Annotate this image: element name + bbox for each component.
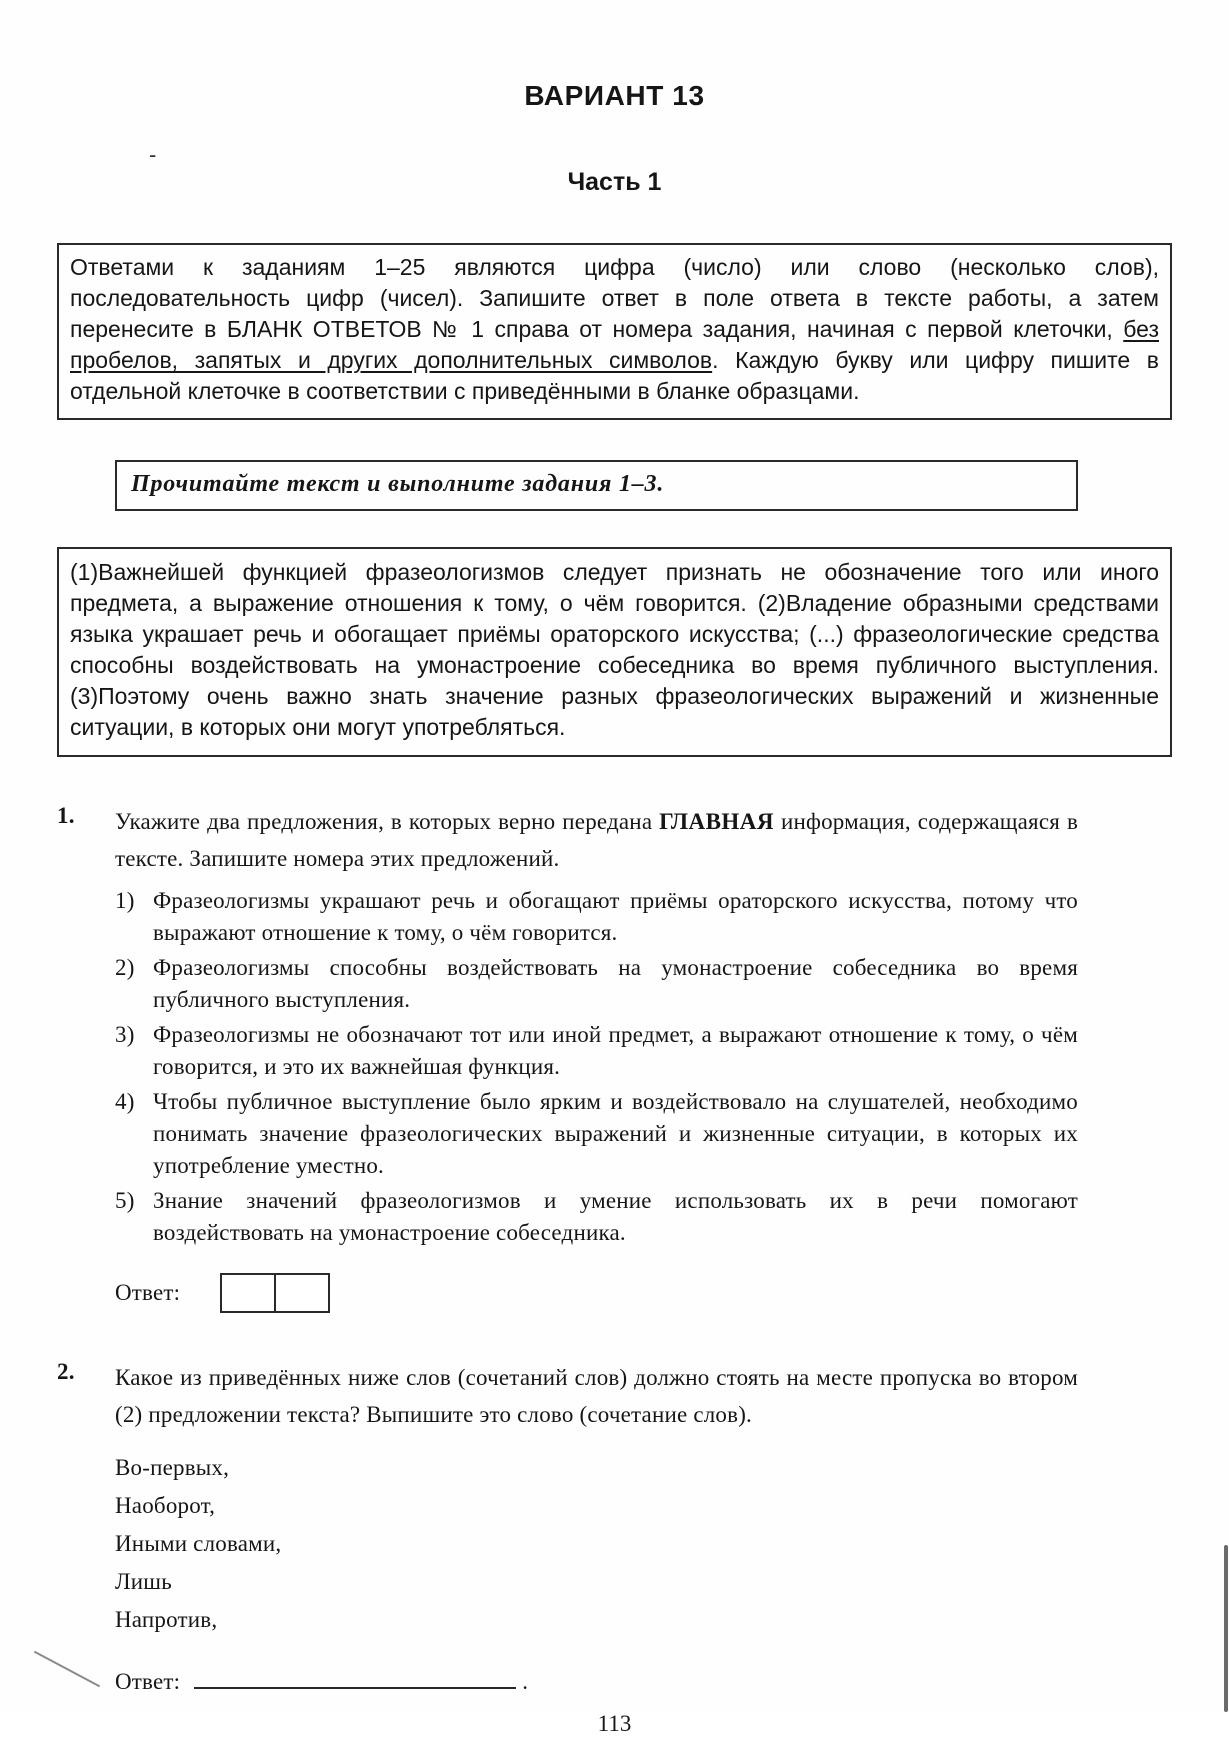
passage-text: (1)Важнейшей функцией фразеологизмов следует признать не обозначение того или иного предмета, а выражение отношения к тому, о чём говорится. (2)Владение образными средствами языка украшает речь и обогащает приёмы ораторского искусства; (...) фразеологические средства способны воздействовать на умонастроение собеседника во время публичного выступления. (3)Поэтому очень важно знать значение разных фразеологических выражений и жизненные ситуации, в которых они могут употребляться. [70,559,1159,740]
task-1-number: 1. [57,803,75,828]
task-1-answer-label: Ответ: [115,1280,181,1305]
task-2-answer-label: Ответ: [115,1669,181,1694]
option-3-number: 3) [115,1022,135,1047]
option-1-text: Фразеологизмы украшают речь и обогащают приёмы ораторского искусства, потому что выражают отношение к тому, о чём говорится. [153,888,1078,945]
part-heading: Часть 1 [567,168,662,196]
scan-artifact-right-edge [1224,1545,1228,1712]
instructions-box [57,243,1172,420]
option-3-text: Фразеологизмы не обозначают тот или иной предмет, а выражают отношение к тому, о чём говорится, и это их важнейшая функция. [153,1022,1078,1079]
task-2-answer-row [115,1665,1078,1695]
scan-artifact-dash: - [149,142,157,167]
task-2 [57,1359,1078,1695]
instructions-text-post: . Каждую букву или цифру пишите в отдельной клеточке в соответствии с приведёнными в бланке образцами. [70,347,1159,404]
task-1-body [115,803,1078,1313]
task-1-prompt-post: информация, содержащаяся в тексте. Запишите номера этих предложений. [115,809,1078,871]
page-number: 113 [597,1711,632,1736]
option-5-text: Знание значений фразеологизмов и умение использовать их в речи помогают воздействовать на умонастроение собеседника. [153,1188,1078,1245]
option-1 [115,885,1078,949]
option-2 [115,952,1078,1016]
task-2-body [115,1359,1078,1695]
option-4-text: Чтобы публичное выступление было ярким и воздействовало на слушателей, необходимо понимать значение фразеологических выражений и жизненные ситуации, в которых их употребление уместно. [153,1089,1078,1178]
task-1-options [115,885,1078,1249]
word-option-3: Иными словами, [115,1531,282,1556]
read-prompt-text: Прочитайте текст и выполните задания 1–3. [131,471,665,497]
word-option-4: Лишь [115,1569,172,1594]
page-title: ВАРИАНТ 13 [524,80,705,111]
task-2-answer-period: . [522,1669,529,1694]
task-2-number: 2. [57,1359,75,1384]
task-2-answer-blank-line[interactable] [194,1665,516,1689]
option-5-number: 5) [115,1188,135,1213]
task-1-prompt [115,803,1078,877]
task-1-prompt-pre: Укажите два предложения, в которых верно передана [115,809,660,834]
task-1-answer-boxes[interactable] [220,1273,330,1313]
word-option-5: Напротив, [115,1607,218,1632]
answer-cell-2[interactable] [274,1275,328,1311]
passage-box [57,547,1172,757]
task-2-word-list [115,1449,1078,1639]
option-2-text: Фразеологизмы способны воздействовать на умонастроение собеседника во время публичного выступления. [153,955,1078,1012]
instructions-text-pre: Ответами к заданиям 1–25 являются цифра (число) или слово (несколько слов), последовательность цифр (чисел). Запишите ответ в поле ответа в тексте работы, а затем перенесите в БЛАНК ОТВЕТОВ № 1 справа от номера задания, начиная с первой клеточки, [70,254,1159,342]
task-1-answer-row [115,1273,1078,1313]
read-prompt-box [115,460,1078,511]
word-option-1: Во-первых, [115,1455,230,1480]
task-1 [57,803,1078,1313]
option-1-number: 1) [115,888,135,913]
option-2-number: 2) [115,955,135,980]
answer-cell-1[interactable] [222,1275,274,1311]
option-5 [115,1185,1078,1249]
task-1-prompt-bold: ГЛАВНАЯ [659,809,775,834]
task-2-prompt: Какое из приведённых ниже слов (сочетаний слов) должно стоять на месте пропуска во втором (2) предложении текста? Выпишите это слово (сочетание слов). [115,1365,1078,1427]
option-4 [115,1086,1078,1182]
option-4-number: 4) [115,1089,135,1114]
option-3 [115,1019,1078,1083]
instructions-text-underlined: без пробелов, запятых и других дополнительных символов [70,316,1159,373]
word-option-2: Наоборот, [115,1493,216,1518]
